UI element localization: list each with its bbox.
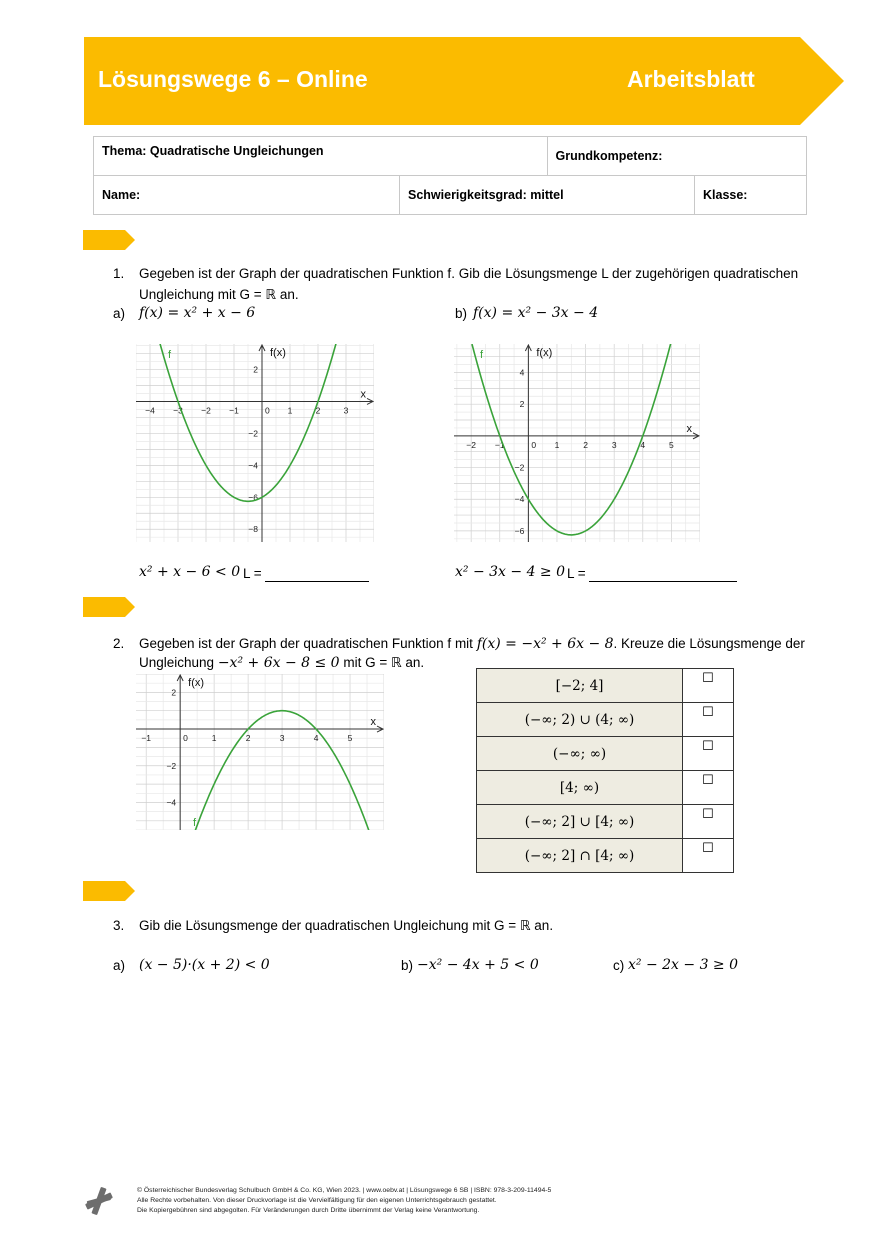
choice-checkbox[interactable]: ☐ bbox=[683, 805, 734, 839]
x-tick-label: −1 bbox=[494, 439, 505, 450]
y-tick-label: −4 bbox=[514, 494, 525, 505]
task1-text-line1: Gegeben ist der Graph der quadratischen Funktion f. Gib die Lösungsmenge L der zugehörigen quadratischen bbox=[139, 266, 799, 281]
graph-task1a bbox=[136, 344, 374, 542]
choice-option: [4; ∞) bbox=[477, 771, 683, 805]
task3-c-label: c) bbox=[613, 958, 625, 973]
task1-b-label: b) bbox=[455, 306, 468, 321]
task1-b-solution bbox=[567, 566, 737, 582]
section-tag-3 bbox=[83, 881, 135, 901]
choice-option: [−2; 4] bbox=[477, 669, 683, 703]
x-tick-label: 2 bbox=[583, 439, 588, 450]
choice-table bbox=[476, 668, 734, 873]
x-tick-label: 1 bbox=[287, 405, 293, 416]
x-tick-label: −1 bbox=[229, 405, 239, 416]
y-axis-label: f(x) bbox=[536, 347, 553, 359]
info-table bbox=[93, 136, 807, 215]
task3-number: 3. bbox=[113, 918, 125, 933]
y-tick-label: −8 bbox=[248, 524, 258, 535]
y-tick-label: 2 bbox=[519, 399, 525, 410]
choice-row bbox=[477, 805, 734, 839]
task2-number: 2. bbox=[113, 636, 125, 651]
x-tick-label: 0 bbox=[531, 439, 537, 450]
footer-line3: Die Kopiergebühren sind abgegolten. Für Veränderungen durch Dritte übernimmt der Verlag keine Verantwortung. bbox=[137, 1207, 480, 1214]
task2-text-line2 bbox=[139, 655, 424, 671]
x-tick-label: 1 bbox=[554, 439, 560, 450]
y-tick-label: −4 bbox=[248, 460, 258, 471]
task1-a-function: f(x) = x² + x − 6 bbox=[139, 305, 256, 321]
publisher-logo-icon bbox=[84, 1186, 114, 1216]
choice-option: (−∞; 2] ∩ [4; ∞) bbox=[477, 839, 683, 873]
x-axis-label: x bbox=[686, 422, 692, 435]
y-tick-label: −2 bbox=[514, 462, 525, 473]
task2-inequality: −x² + 6x − 8 ≤ 0 bbox=[217, 655, 340, 671]
footer-line2: Alle Rechte vorbehalten. Von dieser Druckvorlage ist die Vervielfältigung für den eigenen Unterrichtsgebrauch gestattet. bbox=[137, 1197, 497, 1204]
x-axis-label: x bbox=[360, 388, 366, 401]
solution-label-b: L = bbox=[567, 566, 586, 581]
task1-number: 1. bbox=[113, 266, 125, 281]
name-cell[interactable]: Name: bbox=[94, 176, 400, 215]
task3-a-label: a) bbox=[113, 958, 126, 973]
choice-row bbox=[477, 771, 734, 805]
series-label: f bbox=[480, 349, 484, 361]
task3-c-inequality: x² − 2x − 3 ≥ 0 bbox=[628, 957, 739, 973]
y-tick-label: −6 bbox=[514, 525, 525, 536]
x-tick-label: −1 bbox=[141, 733, 152, 744]
y-tick-label: −2 bbox=[166, 760, 177, 771]
x-tick-label: −2 bbox=[201, 405, 211, 416]
choice-row bbox=[477, 669, 734, 703]
task2-text1-pre: Gegeben ist der Graph der quadratischen Funktion f mit bbox=[139, 636, 473, 651]
task1-a-label: a) bbox=[113, 306, 126, 321]
series-label: f bbox=[168, 349, 172, 361]
y-tick-label: −2 bbox=[248, 428, 258, 439]
task3-b-label: b) bbox=[401, 958, 414, 973]
document-type: Arbeitsblatt bbox=[627, 66, 755, 92]
y-tick-label: −4 bbox=[166, 797, 177, 808]
task1-text-line2: Ungleichung mit G = ℝ an. bbox=[139, 287, 299, 302]
y-axis-label: f(x) bbox=[270, 347, 286, 359]
task2-text2-pre: Ungleichung bbox=[139, 655, 215, 670]
x-tick-label: 0 bbox=[183, 733, 188, 744]
difficulty-cell: Schwierigkeitsgrad: mittel bbox=[400, 176, 695, 215]
task1-a-solution bbox=[243, 566, 369, 582]
x-tick-label: −3 bbox=[173, 405, 183, 416]
class-cell[interactable]: Klasse: bbox=[695, 176, 807, 215]
y-tick-label: 2 bbox=[253, 364, 258, 375]
choice-checkbox[interactable]: ☐ bbox=[683, 669, 734, 703]
x-tick-label: −2 bbox=[466, 439, 477, 450]
x-tick-label: 3 bbox=[343, 405, 349, 416]
solution-blank-a[interactable] bbox=[265, 566, 369, 582]
task3-b-inequality: −x² − 4x + 5 < 0 bbox=[417, 957, 539, 973]
task1-b-function: f(x) = x² − 3x − 4 bbox=[473, 305, 599, 321]
y-tick-label: 4 bbox=[519, 367, 525, 378]
footer-line1: © Österreichischer Bundesverlag Schulbuch GmbH & Co. KG, Wien 2023. | www.oebv.at | Lösungswege 6 SB | ISBN: 978-3-209-11494-5 bbox=[137, 1187, 552, 1194]
x-tick-label: 2 bbox=[315, 405, 321, 416]
choice-option: (−∞; 2) ∪ (4; ∞) bbox=[477, 703, 683, 737]
x-tick-label: 5 bbox=[669, 439, 674, 450]
choice-checkbox[interactable]: ☐ bbox=[683, 839, 734, 873]
x-tick-label: 1 bbox=[211, 733, 217, 744]
x-tick-label: 4 bbox=[640, 439, 646, 450]
choice-checkbox[interactable]: ☐ bbox=[683, 771, 734, 805]
x-tick-label: 0 bbox=[265, 405, 270, 416]
topic-cell: Thema: Quadratische Ungleichungen bbox=[94, 137, 548, 176]
x-tick-label: 3 bbox=[611, 439, 617, 450]
task2-text2-post: mit G = ℝ an. bbox=[343, 655, 425, 670]
solution-blank-b[interactable] bbox=[589, 566, 737, 582]
task2-text1-post: . Kreuze die Lösungsmenge der bbox=[613, 636, 805, 651]
task1-b-inequality: x² − 3x − 4 ≥ 0 bbox=[455, 564, 566, 580]
task2-function: f(x) = −x² + 6x − 8 bbox=[476, 636, 614, 652]
task1-a-inequality: x² + x − 6 < 0 bbox=[139, 564, 241, 580]
task3-a-inequality: (x − 5)·(x + 2) < 0 bbox=[139, 957, 270, 973]
section-tag-2 bbox=[83, 597, 135, 617]
x-tick-label: 2 bbox=[245, 733, 251, 744]
footer bbox=[137, 1186, 551, 1216]
page-title: Lösungswege 6 – Online bbox=[98, 66, 368, 92]
x-tick-label: −4 bbox=[145, 405, 155, 416]
choice-row bbox=[477, 737, 734, 771]
graph-task2 bbox=[136, 674, 384, 830]
choice-option: (−∞; ∞) bbox=[477, 737, 683, 771]
x-tick-label: 5 bbox=[347, 733, 353, 744]
y-axis-label: f(x) bbox=[188, 677, 205, 689]
series-label: f bbox=[193, 817, 197, 829]
choice-option: (−∞; 2] ∪ [4; ∞) bbox=[477, 805, 683, 839]
y-tick-label: 2 bbox=[171, 687, 177, 698]
x-axis-label: x bbox=[370, 716, 376, 729]
x-tick-label: 4 bbox=[313, 733, 319, 744]
solution-label-a: L = bbox=[243, 566, 262, 581]
graph-task1b bbox=[454, 344, 700, 542]
y-tick-label: −6 bbox=[248, 492, 258, 503]
choice-row bbox=[477, 839, 734, 873]
x-tick-label: 3 bbox=[279, 733, 285, 744]
task2-text-line1 bbox=[139, 636, 805, 652]
section-tag-1 bbox=[83, 230, 135, 250]
choice-checkbox[interactable]: ☐ bbox=[683, 703, 734, 737]
competence-cell[interactable]: Grundkompetenz: bbox=[547, 137, 807, 176]
task3-text: Gib die Lösungsmenge der quadratischen Ungleichung mit G = ℝ an. bbox=[139, 918, 554, 933]
choice-checkbox[interactable]: ☐ bbox=[683, 737, 734, 771]
choice-row bbox=[477, 703, 734, 737]
